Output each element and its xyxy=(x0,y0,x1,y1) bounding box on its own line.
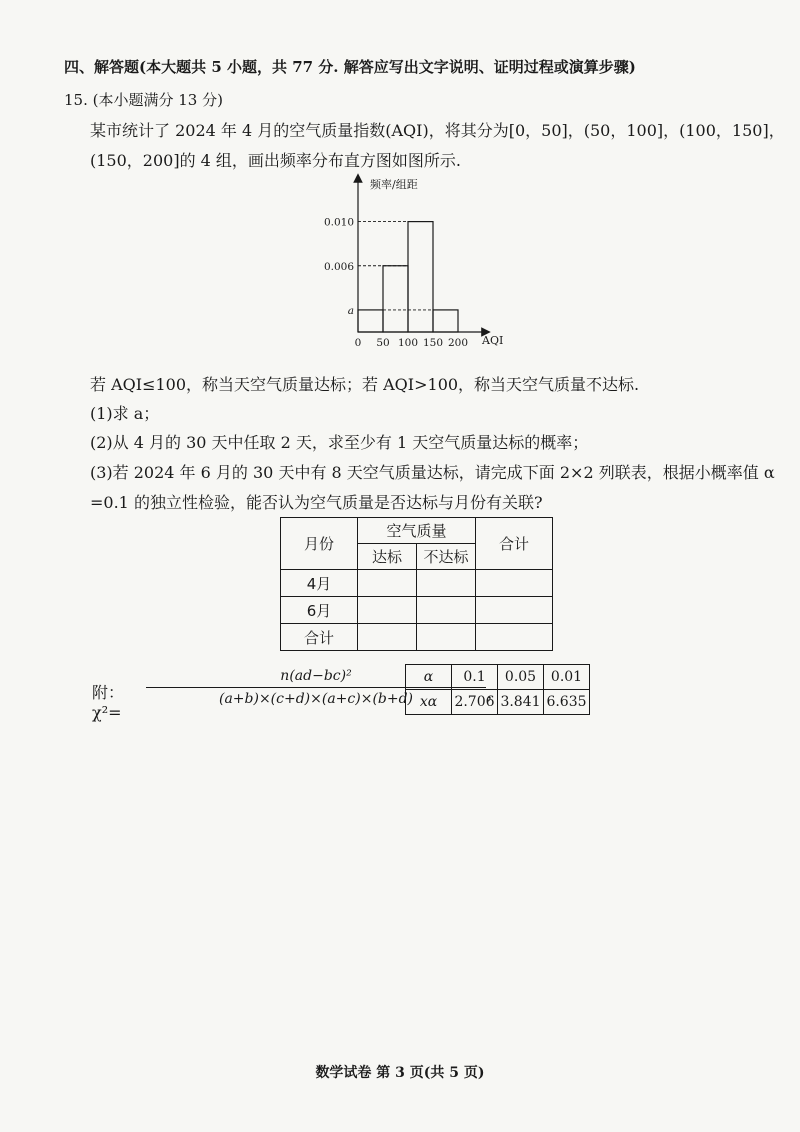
formula-numerator: n(ad−bc)² xyxy=(280,668,352,684)
blank-cell xyxy=(417,570,476,597)
y-tick-label: a xyxy=(347,304,354,317)
y-tick-label: 0.010 xyxy=(323,216,354,229)
histogram-bar xyxy=(408,222,433,332)
critical-value: 2.706 xyxy=(452,690,498,715)
critical-value: 6.635 xyxy=(544,690,590,715)
blank-cell xyxy=(476,570,553,597)
condition-text: 若 AQI≤100，称当天空气质量达标；若 AQI>100，称当天空气质量不达标. xyxy=(90,375,640,394)
formula-comma: ， xyxy=(487,683,504,702)
quality-header: 空气质量 xyxy=(358,518,476,544)
intro-line-2: (150，200]的 4 组，画出频率分布直方图如图所示. xyxy=(90,151,462,170)
section-heading: 四、解答题(本大题共 5 小题，共 77 分. 解答应写出文字说明、证明过程或演算步骤) xyxy=(64,58,636,76)
x-tick-label: 50 xyxy=(376,337,390,349)
row-total: 合计 xyxy=(281,624,358,651)
x-tick-label: 100 xyxy=(397,337,419,349)
alpha-label: α xyxy=(406,665,452,690)
y-axis-label: 频率/组距 xyxy=(370,178,418,191)
y-tick-label: 0.006 xyxy=(323,260,354,273)
histogram-bar xyxy=(358,310,383,332)
alpha-value: 0.1 xyxy=(452,665,498,690)
alpha-value: 0.01 xyxy=(544,665,590,690)
blank-cell xyxy=(417,624,476,651)
x-tick-label: 150 xyxy=(422,337,444,349)
blank-cell xyxy=(358,597,417,624)
month-header: 月份 xyxy=(281,518,358,570)
blank-cell xyxy=(358,570,417,597)
histogram-bar xyxy=(433,310,458,332)
row-april: 4月 xyxy=(281,570,358,597)
blank-cell xyxy=(358,624,417,651)
total-col-header: 合计 xyxy=(476,518,553,570)
page-footer: 数学试卷 第 3 页(共 5 页) xyxy=(315,1065,485,1081)
aqi-histogram xyxy=(310,172,510,357)
contingency-table xyxy=(280,517,553,651)
formula-denominator: (a+b)×(c+d)×(a+c)×(b+d) xyxy=(218,691,414,707)
alpha-value: 0.05 xyxy=(498,665,544,690)
part-3-line-1: (3)若 2024 年 6 月的 30 天中有 8 天空气质量达标，请完成下面 2×2 列联表，根据小概率值 α xyxy=(90,463,775,482)
blank-cell xyxy=(476,624,553,651)
part-1: (1)求 a； xyxy=(90,404,160,423)
x-tick-label: 0 xyxy=(354,337,362,349)
blank-cell xyxy=(476,597,553,624)
part-3-line-2: =0.1 的独立性检验，能否认为空气质量是否达标与月份有关联? xyxy=(90,493,543,512)
x-alpha-label: xα xyxy=(406,690,452,715)
blank-cell xyxy=(417,597,476,624)
formula-lhs: 附：χ²= xyxy=(92,683,125,722)
x-axis-label: AQI xyxy=(482,334,504,347)
fail-header: 不达标 xyxy=(417,544,476,570)
histogram-bar xyxy=(383,266,408,332)
critical-value: 3.841 xyxy=(498,690,544,715)
x-tick-label: 200 xyxy=(447,337,469,349)
intro-line-1: 某市统计了 2024 年 4 月的空气质量指数(AQI)，将其分为[0，50]，(50，100]，(100，150]， xyxy=(90,121,785,140)
part-2: (2)从 4 月的 30 天中任取 2 天，求至少有 1 天空气质量达标的概率； xyxy=(90,433,589,452)
question-label: 15. (本小题满分 13 分) xyxy=(64,91,223,109)
pass-header: 达标 xyxy=(358,544,417,570)
row-june: 6月 xyxy=(281,597,358,624)
critical-value-table xyxy=(405,664,590,715)
